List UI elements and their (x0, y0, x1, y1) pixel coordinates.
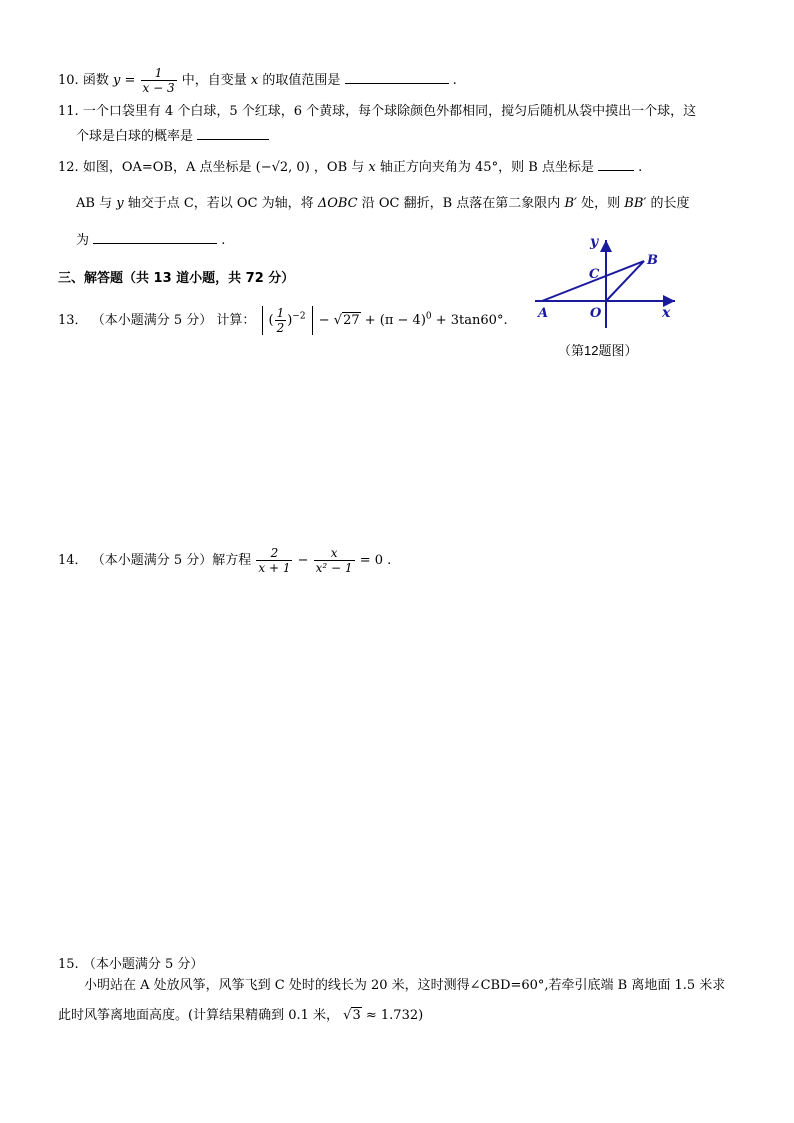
q10-fraction (141, 66, 177, 95)
figure-q12 (530, 228, 690, 328)
q12-text1: 如图，OA=OB，A 点坐标是 (82, 160, 252, 175)
question-11-line2 (76, 126, 269, 145)
q10-text2: 中，自变量 (181, 73, 247, 88)
q12-bbprime: BB′ (624, 196, 647, 211)
q12-number: 12. (58, 160, 79, 175)
q12-answer-blank-1[interactable] (598, 157, 634, 171)
question-12-line2 (76, 196, 689, 212)
q14-text: （本小题满分 5 分）解方程 (91, 553, 252, 568)
q14-f1-num: 2 (270, 546, 279, 560)
q14-minus: − (297, 553, 309, 568)
q11-line1: 一个口袋里有 4 个白球，5 个红球，6 个黄球，每个球除颜色外都相同，搅匀后随机从袋中摸出一个球，这 (82, 104, 697, 119)
q12-line3: 为 (76, 233, 90, 248)
q12-coord: (−√2, 0) (255, 160, 310, 175)
q15-sqrt-value: 3 (352, 1008, 361, 1023)
q12-line3-end: . (221, 233, 226, 248)
q10-end: . (452, 73, 457, 88)
question-15-line2 (84, 978, 725, 994)
q12-line2e: 的长度 (650, 196, 690, 211)
q13-exponent: −2 (292, 311, 306, 322)
q12-line2: AB 与 (76, 196, 113, 211)
coordinate-diagram (530, 228, 690, 328)
q12-line2b: 轴交于点 C，若以 OC 为轴，将 (127, 196, 314, 211)
q11-answer-blank[interactable] (197, 126, 269, 140)
q10-text: 函数 (82, 73, 109, 88)
q10-frac-num: 1 (154, 66, 163, 80)
q13-half-num: 1 (276, 306, 285, 320)
q12-answer-blank-2[interactable] (93, 230, 217, 244)
q14-f1-den: x + 1 (258, 561, 291, 575)
q13-paren-open: ( (268, 313, 274, 328)
q12-end: . (638, 160, 643, 175)
q14-fraction-1 (256, 546, 292, 575)
question-15-line3 (58, 1008, 423, 1024)
q12-triangle: ΔOBC (317, 196, 358, 211)
q15-line3b: ≈ 1.732) (365, 1008, 424, 1023)
q13-minus: − (318, 313, 330, 328)
label-a: A (538, 306, 549, 321)
q12-text2: ，OB 与 (313, 160, 365, 175)
q15-number: 15. (58, 957, 79, 972)
label-o: O (590, 306, 602, 321)
question-14 (58, 546, 391, 575)
q13-sqrt-value: 27 (343, 313, 360, 328)
q10-answer-blank[interactable] (345, 70, 449, 84)
q12-line2c: 沿 OC 翻折，B 点落在第二象限内 (361, 196, 561, 211)
question-13 (58, 306, 508, 335)
q10-text3: 的取值范围是 (262, 73, 341, 88)
q10-frac-den: x − 3 (142, 81, 175, 95)
q13-absolute-value (262, 306, 313, 335)
q13-half-den: 2 (276, 321, 285, 335)
q11-number: 11. (58, 104, 79, 119)
question-15 (58, 957, 203, 973)
label-c: C (589, 267, 600, 282)
q15-text: （本小题满分 5 分） (82, 957, 204, 972)
q11-line2: 个球是白球的概率是 (76, 129, 194, 144)
q12-line2d: 处，则 (581, 196, 621, 211)
q13-number: 13． (58, 313, 88, 328)
q12-var-x: x (368, 160, 376, 175)
q13-text: （本小题满分 5 分） 计算： (91, 313, 256, 328)
q14-equals: = 0 . (359, 553, 392, 568)
label-x: x (662, 305, 671, 321)
question-11 (58, 104, 696, 120)
q13-pi-term: + (π − 4) (364, 313, 426, 328)
question-12 (58, 157, 642, 176)
q12-text3: 轴正方向夹角为 45°，则 B 点坐标是 (379, 160, 594, 175)
section-3-heading: 三、解答题（共 13 道小题，共 72 分） (58, 271, 295, 286)
question-10 (58, 66, 457, 95)
q12-bprime: B′ (564, 196, 577, 211)
segment-ob (606, 261, 644, 301)
q13-tan-term: + 3tan60°. (435, 313, 508, 328)
q14-f2-num: x (330, 546, 338, 560)
q13-sqrt: √27 (333, 313, 360, 328)
q13-half (275, 306, 287, 335)
q14-fraction-2 (314, 546, 355, 575)
q15-line2: 小明站在 A 处放风筝，风筝飞到 C 处时的线长为 20 米，这时测得∠CBD=60°,若牵引底端 B 离地面 1.5 米求 (84, 978, 726, 993)
q13-paren-close: ) (287, 313, 293, 328)
q14-f2-den: x² − 1 (315, 561, 353, 575)
q15-sqrt: √3 (343, 1008, 361, 1023)
q14-number: 14． (58, 553, 88, 568)
question-12-line3 (76, 230, 225, 249)
q10-var: x (250, 73, 259, 88)
q13-zero-exp: 0 (425, 311, 432, 322)
q10-number: 10. (58, 73, 79, 88)
q10-y-eq: y = (112, 73, 136, 88)
figure-q12-caption: （第12题图） (558, 343, 638, 358)
label-b: B (647, 253, 658, 268)
q12-var-y: y (116, 196, 124, 211)
q15-line3a: 此时风筝离地面高度。(计算结果精确到 0.1 米， (58, 1008, 340, 1023)
label-y: y (590, 234, 599, 250)
